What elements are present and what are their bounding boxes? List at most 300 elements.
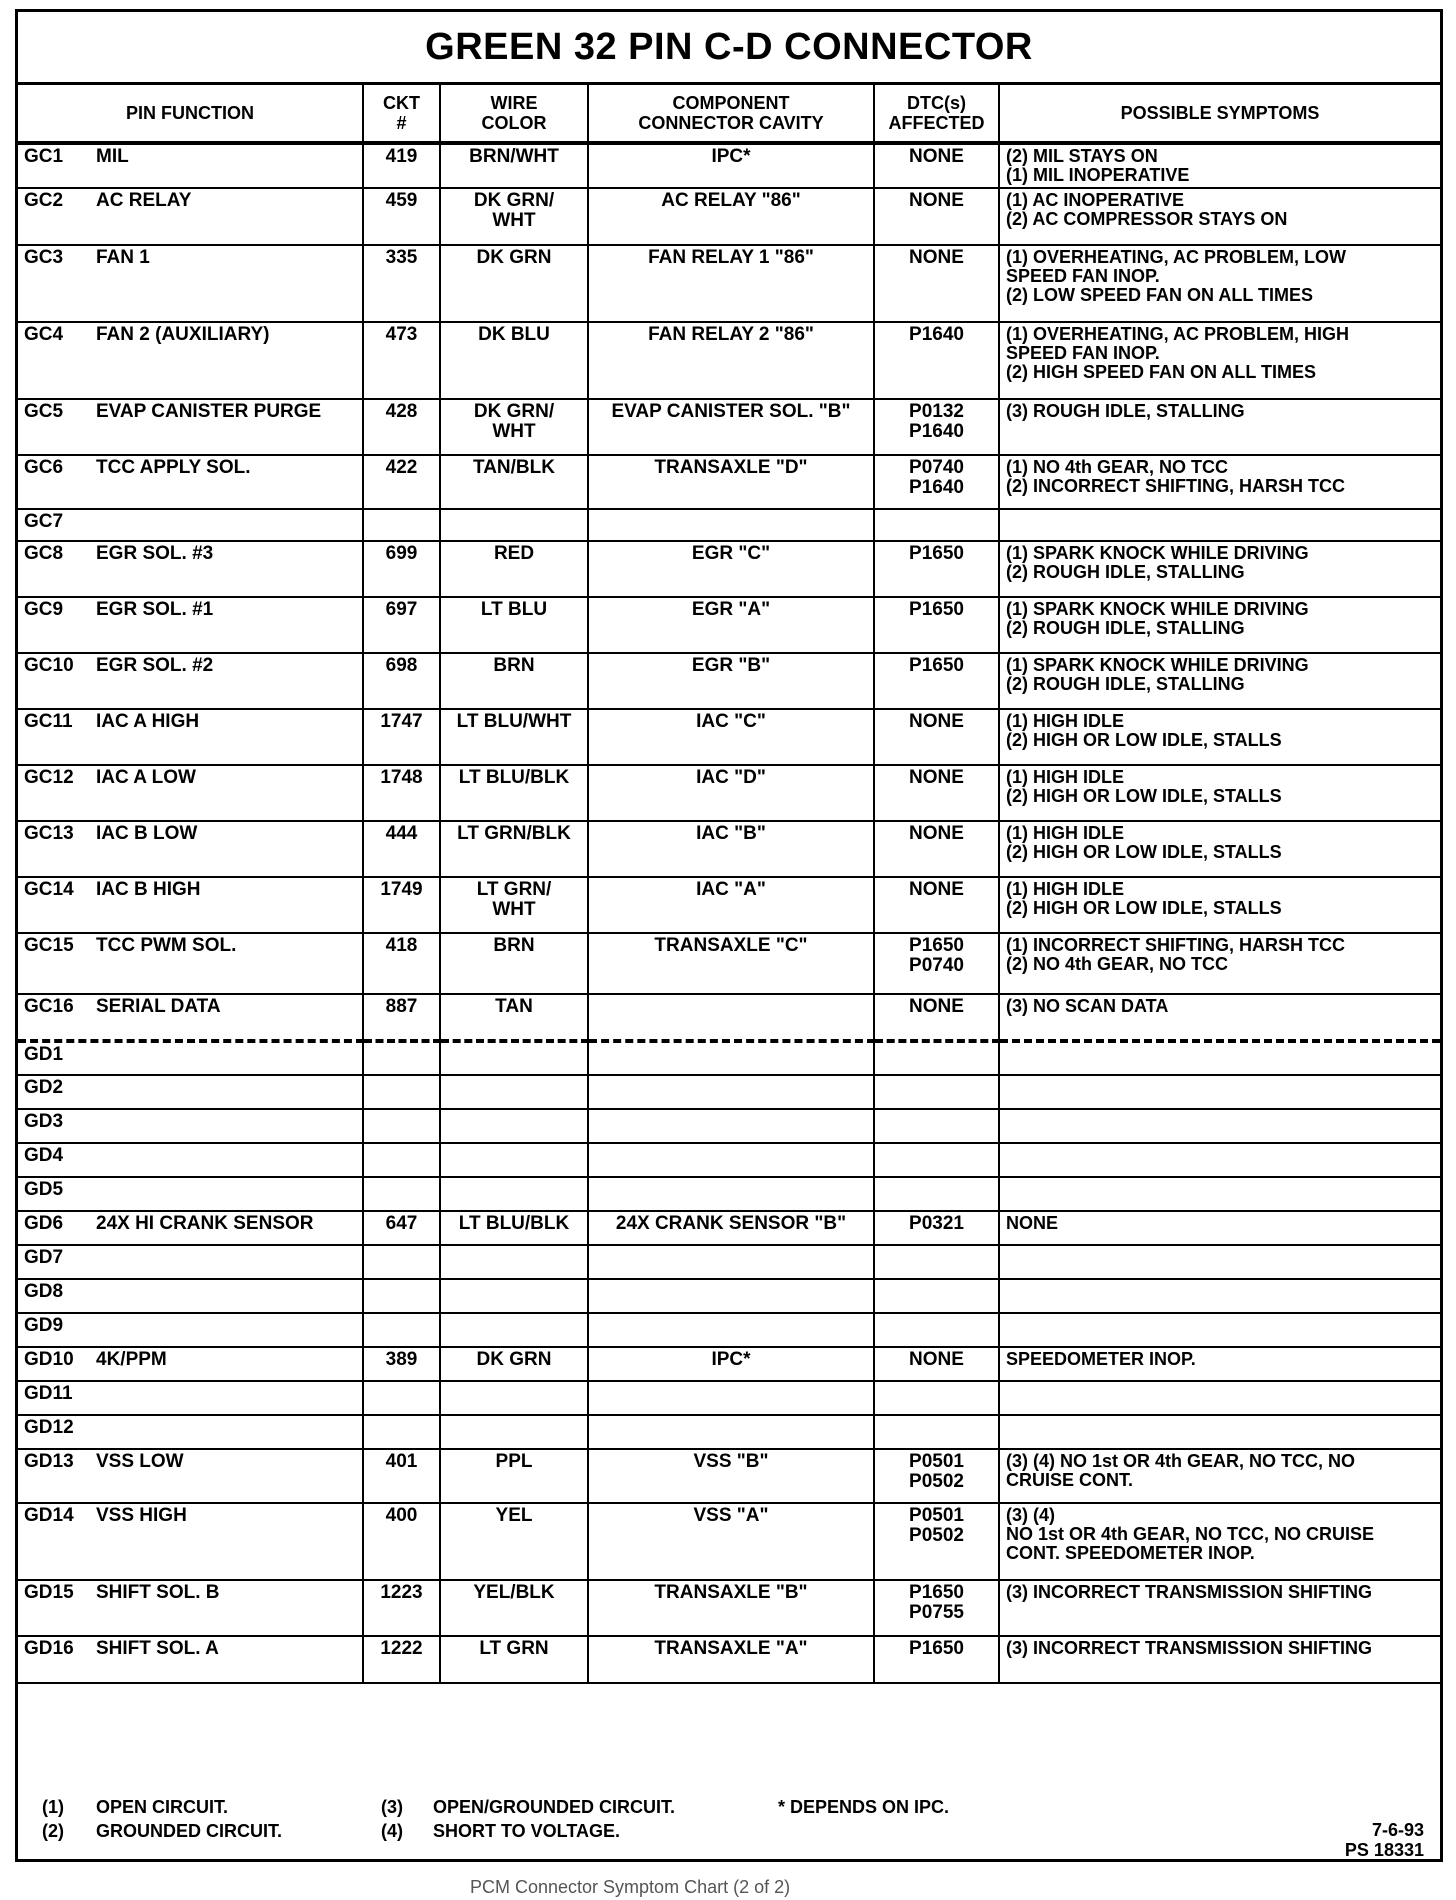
dtc-cell: NONE xyxy=(874,143,999,188)
legend-2-num: (2) xyxy=(42,1821,64,1841)
table-row xyxy=(18,1211,1440,1245)
pin-function: IAC A HIGH xyxy=(96,711,200,732)
pin-function: IAC A LOW xyxy=(96,767,196,788)
ckt-cell: 699 xyxy=(363,541,440,597)
pin-function-cell xyxy=(18,541,363,597)
wire-color-cell: LT BLU/BLK xyxy=(440,1211,588,1245)
component-cell: TRANSAXLE "D" xyxy=(588,455,874,509)
pin-function-cell xyxy=(18,322,363,399)
component-cell: 24X CRANK SENSOR "B" xyxy=(588,1211,874,1245)
wire-color-cell: TAN/BLK xyxy=(440,455,588,509)
dtc-cell: P1650 P0740 xyxy=(874,933,999,994)
pin-function-cell xyxy=(18,245,363,322)
pin-id: GD10 xyxy=(24,1349,74,1370)
pin-id: GD4 xyxy=(24,1145,64,1166)
pin-id: GC6 xyxy=(24,457,64,478)
symptoms-cell: (1) OVERHEATING, AC PROBLEM, HIGH SPEED FAN INOP. (2) HIGH SPEED FAN ON ALL TIMES xyxy=(999,322,1440,399)
ckt-cell xyxy=(363,1109,440,1143)
symptoms-cell: (1) HIGH IDLE (2) HIGH OR LOW IDLE, STALLS xyxy=(999,709,1440,765)
pin-id: GD11 xyxy=(24,1383,73,1404)
pin-id: GD9 xyxy=(24,1315,64,1336)
component-cell: TRANSAXLE "C" xyxy=(588,933,874,994)
dtc-cell: P1650 xyxy=(874,653,999,709)
component-cell: AC RELAY "86" xyxy=(588,188,874,245)
symptoms-cell: (3) INCORRECT TRANSMISSION SHIFTING xyxy=(999,1580,1440,1636)
component-cell: EGR "C" xyxy=(588,541,874,597)
pin-function-cell xyxy=(18,821,363,877)
pin-function: 24X HI CRANK SENSOR xyxy=(96,1213,314,1234)
component-cell: EGR "B" xyxy=(588,653,874,709)
pin-function: EVAP CANISTER PURGE xyxy=(96,401,322,422)
ckt-cell xyxy=(363,1075,440,1109)
dtc-cell: NONE xyxy=(874,709,999,765)
symptoms-cell: SPEEDOMETER INOP. xyxy=(999,1347,1440,1381)
component-cell: EVAP CANISTER SOL. "B" xyxy=(588,399,874,455)
table-row xyxy=(18,1347,1440,1381)
ps-number: PS 18331 xyxy=(1344,1840,1424,1860)
dtc-cell: NONE xyxy=(874,994,999,1041)
pin-id: GD12 xyxy=(24,1417,74,1438)
dtc-cell: NONE xyxy=(874,188,999,245)
table-row xyxy=(18,322,1440,399)
pin-function-cell xyxy=(18,509,363,541)
component-cell: TRANSAXLE "A" xyxy=(588,1636,874,1683)
table-row xyxy=(18,1503,1440,1580)
ckt-cell: 444 xyxy=(363,821,440,877)
wire-color-cell: DK GRN xyxy=(440,245,588,322)
pin-id: GC12 xyxy=(24,767,74,788)
ckt-cell: 400 xyxy=(363,1503,440,1580)
dtc-cell xyxy=(874,1245,999,1279)
symptoms-cell xyxy=(999,1279,1440,1313)
pin-function: AC RELAY xyxy=(96,190,192,211)
symptoms-cell xyxy=(999,1381,1440,1415)
table-row xyxy=(18,399,1440,455)
page-caption: PCM Connector Symptom Chart (2 of 2) xyxy=(470,1877,791,1897)
table-row xyxy=(18,1143,1440,1177)
dtc-cell: NONE xyxy=(874,765,999,821)
component-cell: IAC "A" xyxy=(588,877,874,933)
component-cell: FAN RELAY 2 "86" xyxy=(588,322,874,399)
ckt-cell xyxy=(363,1177,440,1211)
ckt-cell xyxy=(363,1279,440,1313)
ckt-cell xyxy=(363,1143,440,1177)
wire-color-cell: PPL xyxy=(440,1449,588,1503)
ckt-cell: 1222 xyxy=(363,1636,440,1683)
ckt-cell xyxy=(363,509,440,541)
dtc-cell: NONE xyxy=(874,821,999,877)
symptoms-cell: (1) SPARK KNOCK WHILE DRIVING (2) ROUGH IDLE, STALLING xyxy=(999,541,1440,597)
component-cell xyxy=(588,1279,874,1313)
table-row xyxy=(18,455,1440,509)
wire-color-cell xyxy=(440,1177,588,1211)
table-row xyxy=(18,541,1440,597)
header-component: COMPONENT CONNECTOR CAVITY xyxy=(588,85,874,143)
component-cell xyxy=(588,509,874,541)
pin-function: IAC B HIGH xyxy=(96,879,201,900)
dtc-cell xyxy=(874,1075,999,1109)
wire-color-cell: BRN xyxy=(440,933,588,994)
table-row xyxy=(18,1041,1440,1075)
component-cell: IPC* xyxy=(588,1347,874,1381)
pin-function: SHIFT SOL. A xyxy=(96,1638,219,1659)
component-cell xyxy=(588,994,874,1041)
pin-function: VSS LOW xyxy=(96,1451,184,1472)
wire-color-cell xyxy=(440,1075,588,1109)
ckt-cell xyxy=(363,1313,440,1347)
pin-function-cell xyxy=(18,1415,363,1449)
pin-function: SHIFT SOL. B xyxy=(96,1582,220,1603)
dtc-cell: P1640 xyxy=(874,322,999,399)
legend-1-num: (1) xyxy=(42,1797,64,1817)
wire-color-cell xyxy=(440,1109,588,1143)
dtc-cell xyxy=(874,509,999,541)
dtc-cell: P1650 P0755 xyxy=(874,1580,999,1636)
dtc-cell: P0501 P0502 xyxy=(874,1449,999,1503)
pin-id: GC7 xyxy=(24,511,64,532)
page-title: GREEN 32 PIN C-D CONNECTOR xyxy=(18,12,1440,85)
pin-function: FAN 1 xyxy=(96,247,150,268)
ckt-cell: 401 xyxy=(363,1449,440,1503)
wire-color-cell: YEL xyxy=(440,1503,588,1580)
wire-color-cell xyxy=(440,1313,588,1347)
table-body xyxy=(18,143,1440,1683)
ckt-cell xyxy=(363,1041,440,1075)
wire-color-cell xyxy=(440,509,588,541)
wire-color-cell: DK GRN/ WHT xyxy=(440,399,588,455)
legend-3-num: (3) xyxy=(381,1797,403,1817)
symptoms-cell: (3) ROUGH IDLE, STALLING xyxy=(999,399,1440,455)
pin-id: GD5 xyxy=(24,1179,64,1200)
pin-function: EGR SOL. #1 xyxy=(96,599,214,620)
pin-function-cell xyxy=(18,877,363,933)
pin-function-cell xyxy=(18,1245,363,1279)
pin-function-cell xyxy=(18,1143,363,1177)
wire-color-cell: DK GRN xyxy=(440,1347,588,1381)
symptoms-cell xyxy=(999,1041,1440,1075)
symptoms-cell: NONE xyxy=(999,1211,1440,1245)
dtc-cell xyxy=(874,1279,999,1313)
pin-id: GC16 xyxy=(24,996,74,1017)
symptoms-cell: (3) (4) NO 1st OR 4th GEAR, NO TCC, NO CRUISE CONT. xyxy=(999,1449,1440,1503)
component-cell xyxy=(588,1109,874,1143)
symptoms-cell: (3) (4) NO 1st OR 4th GEAR, NO TCC, NO CRUISE CONT. SPEEDOMETER INOP. xyxy=(999,1503,1440,1580)
pin-function-cell xyxy=(18,1347,363,1381)
ckt-cell: 418 xyxy=(363,933,440,994)
pin-id: GC9 xyxy=(24,599,64,620)
ckt-cell: 1223 xyxy=(363,1580,440,1636)
symptoms-cell xyxy=(999,1245,1440,1279)
legend-2-text: GROUNDED CIRCUIT. xyxy=(96,1821,283,1841)
pin-function: TCC APPLY SOL. xyxy=(96,457,251,478)
symptoms-cell: (1) AC INOPERATIVE (2) AC COMPRESSOR STAYS ON xyxy=(999,188,1440,245)
component-cell: VSS "B" xyxy=(588,1449,874,1503)
ckt-cell xyxy=(363,1245,440,1279)
pin-id: GD7 xyxy=(24,1247,64,1268)
pin-function-cell xyxy=(18,1449,363,1503)
wire-color-cell: LT BLU/BLK xyxy=(440,765,588,821)
table-row xyxy=(18,1415,1440,1449)
pin-function: VSS HIGH xyxy=(96,1505,187,1526)
ckt-cell: 1748 xyxy=(363,765,440,821)
table-row xyxy=(18,143,1440,188)
pin-id: GD6 xyxy=(24,1213,64,1234)
wire-color-cell: LT GRN/BLK xyxy=(440,821,588,877)
dtc-cell xyxy=(874,1177,999,1211)
component-cell xyxy=(588,1075,874,1109)
connector-chart xyxy=(15,9,1443,1862)
component-cell: IPC* xyxy=(588,143,874,188)
symptoms-cell xyxy=(999,1415,1440,1449)
pin-function-cell xyxy=(18,1580,363,1636)
pin-function-cell xyxy=(18,1381,363,1415)
pin-function: TCC PWM SOL. xyxy=(96,935,237,956)
dtc-cell xyxy=(874,1381,999,1415)
header-wire-color: WIRE COLOR xyxy=(440,85,588,143)
symptoms-cell: (1) HIGH IDLE (2) HIGH OR LOW IDLE, STALLS xyxy=(999,877,1440,933)
pin-id: GC11 xyxy=(24,711,73,732)
header-pin-function: PIN FUNCTION xyxy=(18,85,363,143)
symptoms-cell: (1) HIGH IDLE (2) HIGH OR LOW IDLE, STALLS xyxy=(999,821,1440,877)
pin-id: GC2 xyxy=(24,190,64,211)
ckt-cell: 887 xyxy=(363,994,440,1041)
pin-id: GD1 xyxy=(24,1044,64,1065)
table-row xyxy=(18,245,1440,322)
pin-function-cell xyxy=(18,399,363,455)
dtc-cell: P0501 P0502 xyxy=(874,1503,999,1580)
pin-id: GD15 xyxy=(24,1582,74,1603)
symptoms-cell xyxy=(999,509,1440,541)
dtc-cell: P0132 P1640 xyxy=(874,399,999,455)
wire-color-cell xyxy=(440,1041,588,1075)
table-row xyxy=(18,1636,1440,1683)
symptoms-cell: (3) NO SCAN DATA xyxy=(999,994,1440,1041)
dtc-cell: NONE xyxy=(874,1347,999,1381)
header-ckt: CKT # xyxy=(363,85,440,143)
dtc-cell: NONE xyxy=(874,877,999,933)
wire-color-cell: LT BLU xyxy=(440,597,588,653)
component-cell xyxy=(588,1313,874,1347)
wire-color-cell xyxy=(440,1143,588,1177)
pin-function: 4K/PPM xyxy=(96,1349,167,1370)
pin-function-cell xyxy=(18,1211,363,1245)
table-row xyxy=(18,877,1440,933)
component-cell: TRANSAXLE "B" xyxy=(588,1580,874,1636)
header-dtc: DTC(s) AFFECTED xyxy=(874,85,999,143)
table-row xyxy=(18,933,1440,994)
pin-function: SERIAL DATA xyxy=(96,996,221,1017)
pin-id: GD8 xyxy=(24,1281,64,1302)
pin-function: MIL xyxy=(96,146,129,167)
table-row xyxy=(18,1580,1440,1636)
pin-function-cell xyxy=(18,994,363,1041)
ckt-cell: 428 xyxy=(363,399,440,455)
component-cell: FAN RELAY 1 "86" xyxy=(588,245,874,322)
revision-date: 7-6-93 xyxy=(1371,1820,1424,1840)
pin-function: EGR SOL. #3 xyxy=(96,543,214,564)
pin-function-cell xyxy=(18,188,363,245)
wire-color-cell xyxy=(440,1245,588,1279)
wire-color-cell: LT BLU/WHT xyxy=(440,709,588,765)
component-cell: IAC "C" xyxy=(588,709,874,765)
component-cell: IAC "D" xyxy=(588,765,874,821)
pin-id: GC4 xyxy=(24,324,64,345)
component-cell xyxy=(588,1143,874,1177)
table-row xyxy=(18,1449,1440,1503)
pin-function-cell xyxy=(18,1075,363,1109)
pin-id: GD2 xyxy=(24,1077,64,1098)
table-row xyxy=(18,188,1440,245)
symptoms-cell: (1) SPARK KNOCK WHILE DRIVING (2) ROUGH IDLE, STALLING xyxy=(999,653,1440,709)
pin-id: GD13 xyxy=(24,1451,74,1472)
symptoms-cell: (1) OVERHEATING, AC PROBLEM, LOW SPEED FAN INOP. (2) LOW SPEED FAN ON ALL TIMES xyxy=(999,245,1440,322)
pin-id: GC10 xyxy=(24,655,74,676)
dtc-cell: P1650 xyxy=(874,1636,999,1683)
symptoms-cell xyxy=(999,1313,1440,1347)
wire-color-cell xyxy=(440,1381,588,1415)
table-row xyxy=(18,821,1440,877)
wire-color-cell: RED xyxy=(440,541,588,597)
wire-color-cell xyxy=(440,1415,588,1449)
pin-id: GC15 xyxy=(24,935,74,956)
pin-function-cell xyxy=(18,709,363,765)
dtc-cell xyxy=(874,1143,999,1177)
ckt-cell: 698 xyxy=(363,653,440,709)
dtc-cell: P0740 P1640 xyxy=(874,455,999,509)
wire-color-cell: TAN xyxy=(440,994,588,1041)
dtc-cell xyxy=(874,1313,999,1347)
pin-function-cell xyxy=(18,933,363,994)
ckt-cell: 697 xyxy=(363,597,440,653)
component-cell xyxy=(588,1415,874,1449)
component-cell xyxy=(588,1041,874,1075)
wire-color-cell: LT GRN xyxy=(440,1636,588,1683)
table-row xyxy=(18,994,1440,1041)
pin-function-cell xyxy=(18,653,363,709)
component-cell: EGR "A" xyxy=(588,597,874,653)
table-row xyxy=(18,1245,1440,1279)
pin-function-cell xyxy=(18,1503,363,1580)
dtc-cell: NONE xyxy=(874,245,999,322)
legend-4-text: SHORT TO VOLTAGE. xyxy=(433,1821,621,1841)
symptoms-cell: (1) NO 4th GEAR, NO TCC (2) INCORRECT SHIFTING, HARSH TCC xyxy=(999,455,1440,509)
wire-color-cell xyxy=(440,1279,588,1313)
pin-function-cell xyxy=(18,1041,363,1075)
table-row xyxy=(18,1279,1440,1313)
ckt-cell: 647 xyxy=(363,1211,440,1245)
ckt-cell: 422 xyxy=(363,455,440,509)
symptoms-cell: (3) INCORRECT TRANSMISSION SHIFTING xyxy=(999,1636,1440,1683)
ckt-cell: 419 xyxy=(363,143,440,188)
ckt-cell: 473 xyxy=(363,322,440,399)
ckt-cell: 1747 xyxy=(363,709,440,765)
ckt-cell xyxy=(363,1415,440,1449)
pin-function: EGR SOL. #2 xyxy=(96,655,214,676)
pin-function-cell xyxy=(18,455,363,509)
ckt-cell: 1749 xyxy=(363,877,440,933)
dtc-cell: P1650 xyxy=(874,541,999,597)
symptoms-cell xyxy=(999,1177,1440,1211)
wire-color-cell: LT GRN/ WHT xyxy=(440,877,588,933)
ckt-cell: 335 xyxy=(363,245,440,322)
table-header-row xyxy=(18,85,1440,143)
pin-id: GC8 xyxy=(24,543,64,564)
table-row xyxy=(18,1075,1440,1109)
pin-function-cell xyxy=(18,765,363,821)
component-cell xyxy=(588,1177,874,1211)
table-row xyxy=(18,597,1440,653)
symptoms-cell: (1) SPARK KNOCK WHILE DRIVING (2) ROUGH IDLE, STALLING xyxy=(999,597,1440,653)
pin-function-cell xyxy=(18,1177,363,1211)
component-cell: VSS "A" xyxy=(588,1503,874,1580)
legend-1-text: OPEN CIRCUIT. xyxy=(96,1797,229,1817)
symptoms-cell xyxy=(999,1143,1440,1177)
legend-star-note: * DEPENDS ON IPC. xyxy=(778,1797,950,1817)
table-row xyxy=(18,1381,1440,1415)
wire-color-cell: BRN/WHT xyxy=(440,143,588,188)
component-cell xyxy=(588,1245,874,1279)
pin-id: GC1 xyxy=(24,146,64,167)
wire-color-cell: DK BLU xyxy=(440,322,588,399)
table-row xyxy=(18,765,1440,821)
ckt-cell: 459 xyxy=(363,188,440,245)
pin-id: GC13 xyxy=(24,823,74,844)
table-row xyxy=(18,509,1440,541)
table-row xyxy=(18,653,1440,709)
table-row xyxy=(18,1109,1440,1143)
symptoms-cell: (2) MIL STAYS ON (1) MIL INOPERATIVE xyxy=(999,143,1440,188)
pin-function-cell xyxy=(18,143,363,188)
pin-function-cell xyxy=(18,1636,363,1683)
dtc-cell: P1650 xyxy=(874,597,999,653)
pin-function: IAC B LOW xyxy=(96,823,198,844)
pin-id: GC5 xyxy=(24,401,64,422)
pin-function-cell xyxy=(18,1109,363,1143)
ckt-cell xyxy=(363,1381,440,1415)
pin-function-cell xyxy=(18,1279,363,1313)
symptoms-cell xyxy=(999,1075,1440,1109)
symptoms-cell xyxy=(999,1109,1440,1143)
pin-id: GC14 xyxy=(24,879,74,900)
wire-color-cell: DK GRN/ WHT xyxy=(440,188,588,245)
table-row xyxy=(18,1313,1440,1347)
symptoms-cell: (1) INCORRECT SHIFTING, HARSH TCC (2) NO 4th GEAR, NO TCC xyxy=(999,933,1440,994)
pin-id: GD16 xyxy=(24,1638,74,1659)
header-symptoms: POSSIBLE SYMPTOMS xyxy=(999,85,1440,143)
wire-color-cell: YEL/BLK xyxy=(440,1580,588,1636)
table-row xyxy=(18,709,1440,765)
legend-4-num: (4) xyxy=(381,1821,403,1841)
pin-table xyxy=(18,85,1440,1684)
legend-3-text: OPEN/GROUNDED CIRCUIT. xyxy=(433,1797,676,1817)
pin-id: GD3 xyxy=(24,1111,64,1132)
pin-id: GD14 xyxy=(24,1505,74,1526)
table-row xyxy=(18,1177,1440,1211)
dtc-cell xyxy=(874,1041,999,1075)
dtc-cell: P0321 xyxy=(874,1211,999,1245)
component-cell: IAC "B" xyxy=(588,821,874,877)
dtc-cell xyxy=(874,1415,999,1449)
wire-color-cell: BRN xyxy=(440,653,588,709)
component-cell xyxy=(588,1381,874,1415)
symptoms-cell: (1) HIGH IDLE (2) HIGH OR LOW IDLE, STALLS xyxy=(999,765,1440,821)
pin-function: FAN 2 (AUXILIARY) xyxy=(96,324,270,345)
dtc-cell xyxy=(874,1109,999,1143)
pin-function-cell xyxy=(18,597,363,653)
ckt-cell: 389 xyxy=(363,1347,440,1381)
pin-id: GC3 xyxy=(24,247,64,268)
pin-function-cell xyxy=(18,1313,363,1347)
